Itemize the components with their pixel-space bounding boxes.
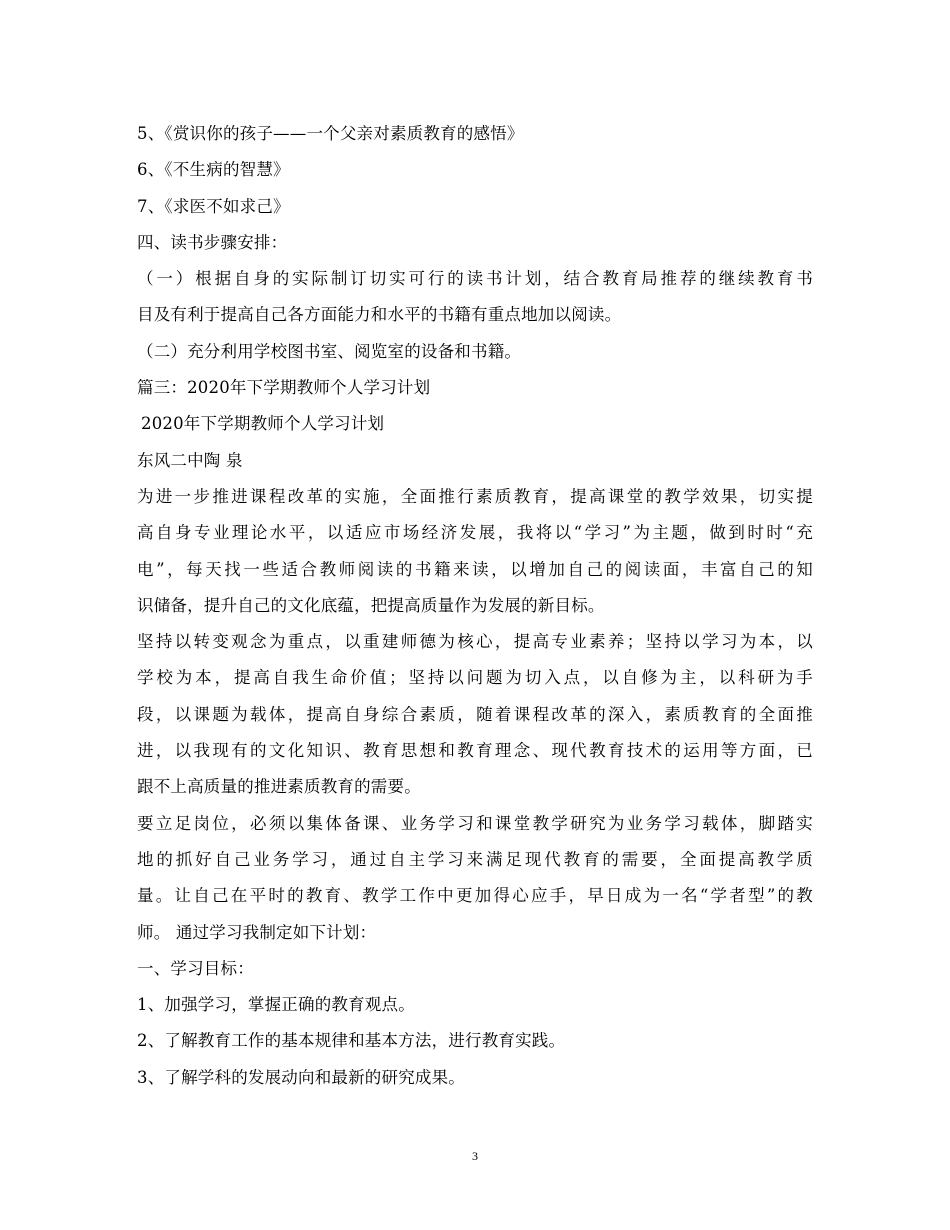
book-list-item-6: 6、《不生病的智慧》 [137,160,290,180]
section-heading-learning-goals: 一、学习目标： [137,958,254,978]
paragraph-line: 进，以我现有的文化知识、教育思想和教育理念、现代教育技术的运用等方面，已 [137,741,813,761]
paragraph-line: 量。让自己在平时的教育、教学工作中更加得心应手，早日成为一名“学者型”的教 [137,886,813,906]
goal-item-1: 1、加强学习，掌握正确的教育观点。 [137,995,415,1015]
paragraph-line: 师。 通过学习我制定如下计划： [137,922,377,942]
goal-item-2: 2、了解教育工作的基本规律和基本方法，进行教育实践。 [137,1031,566,1051]
paragraph-line: 高自身专业理论水平，以适应市场经济发展，我将以“学习”为主题，做到时时“充 [137,523,813,543]
book-list-item-7: 7、《求医不如求己》 [137,196,290,216]
paragraph-line: 要立足岗位，必须以集体备课、业务学习和课堂教学研究为业务学习载体，脚踏实 [137,813,813,833]
article-title: 2020年下学期教师个人学习计划 [141,414,385,434]
paragraph-line: 段，以课题为载体，提高自身综合素质，随着课程改革的深入，素质教育的全面推 [137,704,813,724]
section-heading-reading-steps: 四、读书步骤安排： [137,232,288,252]
paragraph-line: 识储备，提升自己的文化底蕴，把提高质量作为发展的新目标。 [137,595,605,615]
paragraph-line: 为进一步推进课程改革的实施，全面推行素质教育，提高课堂的教学效果，切实提 [137,486,813,506]
paragraph-line: 跟不上高质量的推进素质教育的需要。 [137,777,421,797]
paragraph-line: 目及有利于提高自己各方面能力和水平的书籍有重点地加以阅读。 [137,305,622,325]
document-body [137,116,813,1096]
paragraph-line: 地的抓好自己业务学习，通过自主学习来满足现代教育的需要，全面提高教学质 [137,849,813,869]
paragraph-line: 坚持以转变观念为重点，以重建师德为核心，提高专业素养；坚持以学习为本，以 [137,632,813,652]
author-line: 东风二中陶 泉 [137,450,243,470]
paragraph-line: （二）充分利用学校图书室、阅览室的设备和书籍。 [137,341,522,361]
page-number: 3 [472,1149,478,1163]
book-list-item-5: 5、《赏识你的孩子——一个父亲对素质教育的感悟》 [137,124,524,143]
paragraph-line: 学校为本，提高自我生命价值；坚持以问题为切入点，以自修为主，以科研为手 [137,668,813,688]
paragraph-line: 电”，每天找一些适合教师阅读的书籍来读，以增加自己的阅读面，丰富自己的知 [137,559,813,579]
goal-item-3: 3、了解学科的发展动向和最新的研究成果。 [137,1067,465,1087]
article-heading: 篇三：2020年下学期教师个人学习计划 [137,378,431,398]
paragraph-line: （一）根据自身的实际制订切实可行的读书计划，结合教育局推荐的继续教育书 [137,269,813,289]
